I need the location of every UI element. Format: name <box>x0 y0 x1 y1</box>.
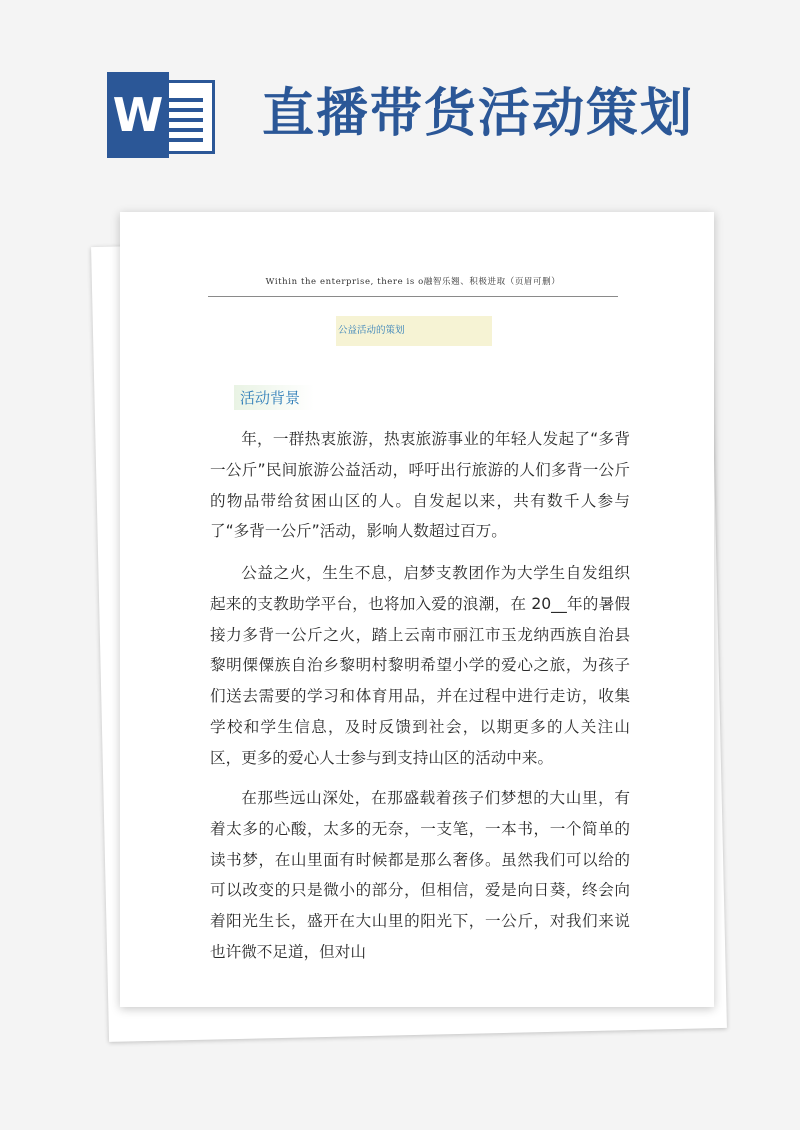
page-header: Within the enterprise, there is o融智乐翘、积极进取（页眉可删） <box>208 275 618 297</box>
logo-letter: W <box>107 72 169 158</box>
body-paragraph: 年，一群热衷旅游，热衷旅游事业的年轻人发起了“多背一公斤”民间旅游公益活动，呼吁出行旅游的人们多背一公斤的物品带给贫困山区的人。自发起以来，共有数千人参与了“多背一公斤”活动，影响人数超过百万。 <box>210 430 630 541</box>
body-paragraph: 公益之火，生生不息，启梦支教团作为大学生自发组织起来的支教助学平台，也将加入爱的浪潮，在 20__年的暑假接力多背一公斤之火，踏上云南市丽江市玉龙纳西族自治县黎明傈僳族自治乡黎明村黎明希望小学的爱心之旅，为孩子们送去需要的学习和体育用品，并在过程中进行走访，收集学校和学生信息，及时反馈到社会，以期更多的人关注山区，更多的爱心人士参与到支持山区的活动中来。 <box>210 564 630 767</box>
body-paragraph: 在那些远山深处，在那盛载着孩子们梦想的大山里，有着太多的心酸，太多的无奈，一支笔，一本书，一个简单的读书梦，在山里面有时候都是那么奢侈。虽然我们可以给的可以改变的只是微小的部分，但相信，爱是向日葵，终会向着阳光生长，盛开在大山里的阳光下，一公斤，对我们来说也许微不足道，但对山 <box>210 789 630 961</box>
section-heading: 活动背景 <box>234 385 314 410</box>
subject-box: 公益活动的策划 <box>336 316 492 346</box>
page-title: 直播带货活动策划 <box>262 83 695 144</box>
word-document-icon <box>107 72 217 158</box>
document-page <box>120 212 714 1007</box>
